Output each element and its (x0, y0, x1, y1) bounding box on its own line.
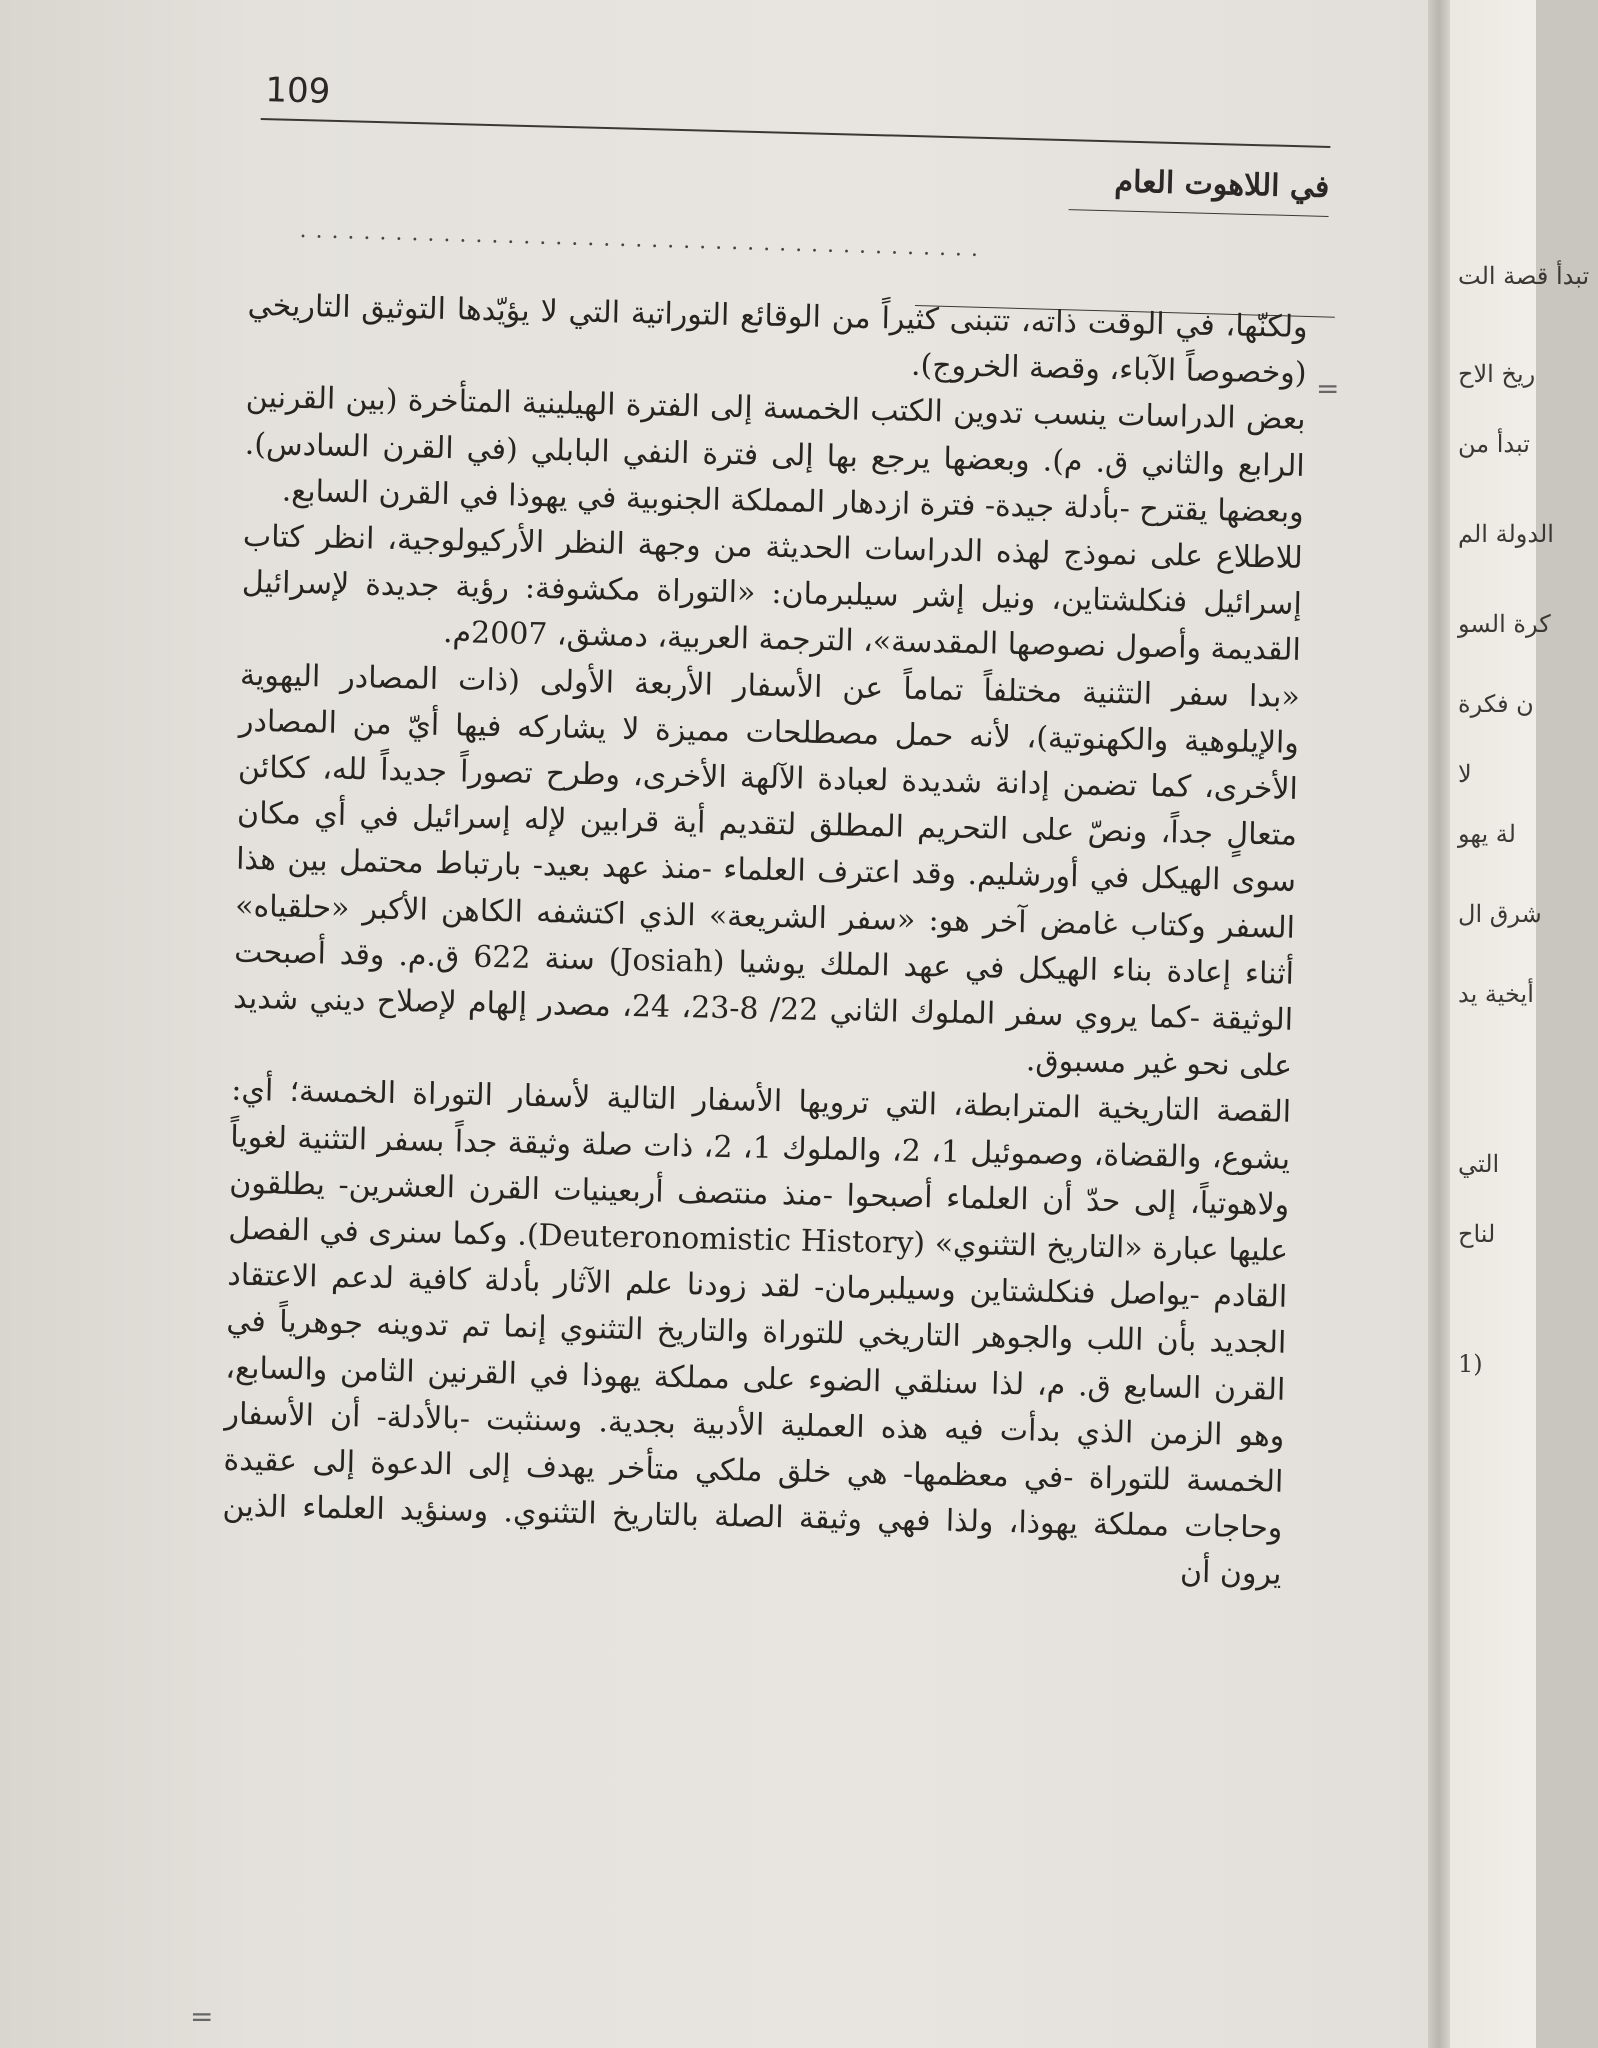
adjacent-text: لناح (1458, 1220, 1496, 1248)
margin-mark: = (190, 2000, 214, 2033)
header-rule (261, 118, 1331, 148)
adjacent-text: ن فكرة (1458, 690, 1534, 718)
adjacent-text: لة يهو (1458, 820, 1516, 848)
footnote-paragraph: بعض الدراسات ينسب تدوين الكتب الخمسة إلى الفترة الهيلينية المتأخرة (بين القرنين الرابع والثاني ق. م). وبعضها يرجع بها إلى فترة النفي البابلي (في القرن السادس). وبعضها يقترح -بأدلة جيدة- فترة ازدهار المملكة الجنوبية في يهوذا في القرن السابع. (244, 380, 1306, 530)
dotted-separator: ........................................... (299, 218, 988, 263)
margin-mark: = (1316, 372, 1340, 405)
running-title: في اللاهوت العام (1114, 164, 1330, 205)
footnotes-block (221, 283, 1308, 1599)
footnote-paragraph: ولكنّها، في الوقت ذاته، تتبنى كثيراً من الوقائع التوراتية التي لا يؤيّدها التوثيق التاريخي (وخصوصاً الآباء، وقصة الخروج). (247, 287, 1308, 392)
footnote-paragraph: القصة التاريخية المترابطة، التي ترويها الأسفار التالية لأسفار التوراة الخمسة؛ أي: يشوع، والقضاة، وصموئيل 1، 2، والملوك 1، 2، ذات صلة وثيقة جداً بسفر التثنية لغوياً ولاهوتياً، إلى حدّ أن العلماء أصبحوا -منذ منتصف أربعينيات القرن العشرين- يطلقون عليها عبارة «التاريخ التثنوي» (Deuteronomistic History). وكما سنرى في الفصل القادم -يواصل فنكلشتاين وسيلبرمان- لقد زودنا علم الآثار بأدلة كافية لدعم الاعتقاد الجديد بأن اللب والجوهر التاريخي للتوراة والتاريخ التثنوي إنما تم تدوينه جوهرياً في القرن السابع ق. م، لذا سنلقي الضوء على مملكة يهوذا في القرنين الثامن والسابع، وهو الزمن الذي بدأت فيه هذه العملية الأدبية بجدية. وسنثبت -بالأدلة- أن الأسفار الخمسة للتوراة -في معظمها- هي خلق ملكي متأخر يهدف إلى الدعوة إلى عقيدة وحاجات مملكة يهوذا، ولذا فهي وثيقة الصلة بالتاريخ التثنوي. وسنؤيد العلماء الذين يرون أن (222, 1073, 1292, 1593)
adjacent-text: التي (1458, 1150, 1500, 1178)
page-number: 109 (264, 70, 331, 112)
adjacent-page (1450, 0, 1590, 2048)
running-title-underline (1069, 209, 1329, 217)
adjacent-text: أيخية يد (1458, 980, 1534, 1008)
adjacent-text: تبدأ من (1458, 430, 1530, 458)
adjacent-text: ريخ الاح (1458, 360, 1536, 388)
adjacent-text: الدولة الم (1458, 520, 1554, 548)
adjacent-text: (1 (1458, 1350, 1483, 1378)
book-spine (1428, 0, 1450, 2048)
footnote-paragraph: للاطلاع على نموذج لهذه الدراسات الحديثة من وجهة النظر الأركيولوجية، انظر كتاب إسرائيل فنكلشتاين، ونيل إشر سيلبرمان: «التوراة مكشوفة: رؤية جديدة لإسرائيل القديمة وأصول نصوصها المقدسة»، الترجمة العربية، دمشق، 2007م. (241, 518, 1304, 669)
adjacent-text: لا (1458, 760, 1472, 788)
adjacent-text: كرة السو (1458, 610, 1551, 638)
adjacent-text: تبدأ قصة الت (1458, 262, 1590, 290)
adjacent-text: شرق ال (1458, 900, 1542, 928)
footnote-paragraph: «بدا سفر التثنية مختلفاً تماماً عن الأسفار الأربعة الأولى (ذات المصادر اليهوية والإيلوهية والكهنوتية)، لأنه حمل مصطلحات مميزة لا يشاركه فيها أيّ من المصادر الأخرى، كما تضمن إدانة شديدة لعبادة الآلهة الأخرى، وطرح تصوراً جديداً لله، ككائن متعالٍ جداً، ونصّ على التحريم المطلق لتقديم أية قرابين لإله إسرائيل في أي مكان سوى الهيكل في أورشليم. وقد اعترف العلماء -منذ عهد بعيد- بارتباط محتمل بين هذا السفر وكتاب غامض آخر هو: «سفر الشريعة» الذي اكتشفه الكاهن الأكبر «حلقياه» أثناء إعادة بناء الهيكل في عهد الملك يوشيا (Josiah) سنة 622 ق.م. وقد أصبحت الوثيقة -كما يروي سفر الملوك الثاني 22/ 8-23، 24، مصدر إلهام لإصلاح ديني شديد على نحو غير مسبوق. (232, 657, 1301, 1085)
